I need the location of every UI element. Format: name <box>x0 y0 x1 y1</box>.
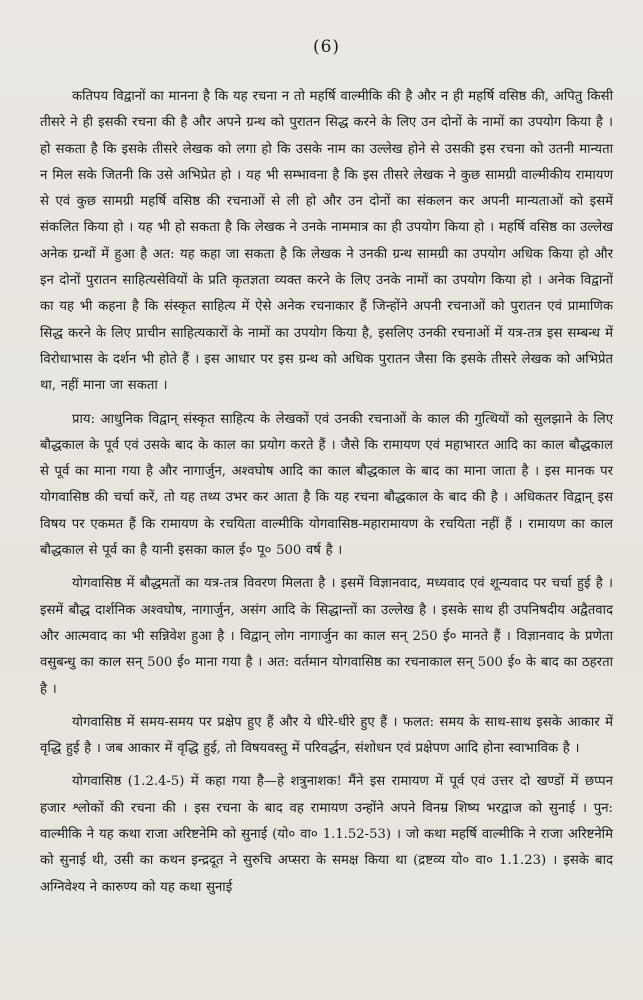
paragraph-3: योगवासिष्ठ में बौद्धमतों का यत्र-तत्र विवरण मिलता है । इसमें विज्ञानवाद, मध्यवाद एवं शून्यवाद पर चर्चा हुई है । इसमें बौद्ध दार्शनिक अश्वघोष, नागार्जुन, असंग आदि के सिद्धान्तों का उल्लेख है । इसके साथ ही उपनिषदीय अद्वैतवाद और आत्मवाद का भी सन्निवेश हुआ है । विद्वान् लोग नागार्जुन का काल सन् 250 ई० मानते हैं । विज्ञानवाद के प्रणेता वसुबन्धु का काल सन् 500 ई० माना गया है । अत: वर्तमान योगवासिष्ठ का रचनाकाल सन् 500 ई० के बाद का ठहरता है । <box>40 576 613 697</box>
paragraph-2: प्राय: आधुनिक विद्वान् संस्कृत साहित्य के लेखकों एवं उनकी रचनाओं के काल की गुत्थियों को सुलझाने के लिए बौद्धकाल के पूर्व एवं उसके बाद के काल का प्रयोग करते हैं । जैसे कि रामायण एवं महाभारत आदि का काल बौद्धकाल से पूर्व का माना गया है और नागार्जुन, अश्वघोष आदि का काल बौद्धकाल के बाद का माना जाता है । इस मानक पर योगवासिष्ठ की चर्चा करें, तो यह तथ्य उभर कर आता है कि यह रचना बौद्धकाल के बाद की है । अधिकतर विद्वान् इस विषय पर एकमत हैं कि रामायण के रचयिता वाल्मीकि योगवासिष्ठ-महारामायण के रचयिता नहीं हैं । रामायण का काल बौद्धकाल से पूर्व का है यानी इसका काल ई० पू० 500 वर्ष है । <box>40 411 613 559</box>
paragraph-1: कतिपय विद्वानों का मानना है कि यह रचना न तो महर्षि वाल्मीकि की है और न ही महर्षि वसिष्ठ की, अपितु किसी तीसरे ने ही इसकी रचना की है और अपने ग्रन्थ को पुरातन सिद्ध करने के लिए उन दोनों के नामों का उपयोग किया है । हो सकता है कि इसके तीसरे लेखक को लगा हो कि उसके नाम का उल्लेख होने से उसकी इस रचना को उतनी मान्यता न मिल सके जितनी कि उसे अभिप्रेत हो । यह भी सम्भावना है कि इस तीसरे लेखक ने कुछ सामग्री वाल्मीकीय रामायण से एवं कुछ सामग्री महर्षि वसिष्ठ की रचनाओं से ली हो और उन दोनों का संकलन कर अपनी मान्यताओं को इसमें संकलित किया हो । यह भी हो सकता है कि लेखक ने उनके नाममात्र का ही उपयोग किया हो । महर्षि वसिष्ठ का उल्लेख अनेक ग्रन्थों में हुआ है अत: यह कहा जा सकता है कि लेखक ने उनकी ग्रन्थ सामग्री का उपयोग अधिक किया हो और इन दोनों पुरातन साहित्यसेवियों के प्रति कृतज्ञता व्यक्त करने के लिए उनके नामों का उपयोग किया हो । अनेक विद्वानों का यह भी कहना है कि संस्कृत साहित्य में ऐसे अनेक रचनाकार हैं जिन्होंने अपनी रचनाओं को पुरातन एवं प्रामाणिक सिद्ध करने के लिए प्राचीन साहित्यकारों के नामों का उपयोग किया है, इसलिए उनकी रचनाओं में यत्र-तत्र इस सम्बन्ध में विरोधाभास के दर्शन भी होते हैं । इस आधार पर इस ग्रन्थ को अधिक पुरातन जैसा कि इसके तीसरे लेखक को अभिप्रेत था, नहीं माना जा सकता । <box>40 89 613 394</box>
paragraph-5: योगवासिष्ठ (1.2.4-5) में कहा गया है—हे शत्रुनाशक! मैंने इस रामायण में पूर्व एवं उत्तर दो खण्डों में छप्पन हजार श्लोकों की रचना की । इस रचना के बाद वह रामायण उन्होंने अपने विनम्र शिष्य भरद्वाज को सुनाई । पुन: वाल्मीकि ने यह कथा राजा अरिष्टनेमि को सुनाई (यो० वा० 1.1.52-53) । जो कथा महर्षि वाल्मीकि ने राजा अरिष्टनेमि को सुनाई थी, उसी का कथन इन्द्रदूत ने सुरुचि अप्सरा के समक्ष किया था (द्रष्टव्य यो० वा० 1.1.23) । इसके बाद अग्निवेश्य ने कारुण्य को यह कथा सुनाई <box>40 774 613 895</box>
page-number: (6) <box>312 37 341 57</box>
paragraph-4: योगवासिष्ठ में समय-समय पर प्रक्षेप हुए हैं और ये धीरे-धीरे हुए हैं । फलत: समय के साथ-साथ इसके आकार में वृद्धि हुई है । जब आकार में वृद्धि हुई, तो विषयवस्तु में परिवर्द्धन, संशोधन एवं प्रक्षेपण आदि होना स्वाभाविक है । <box>40 714 613 757</box>
